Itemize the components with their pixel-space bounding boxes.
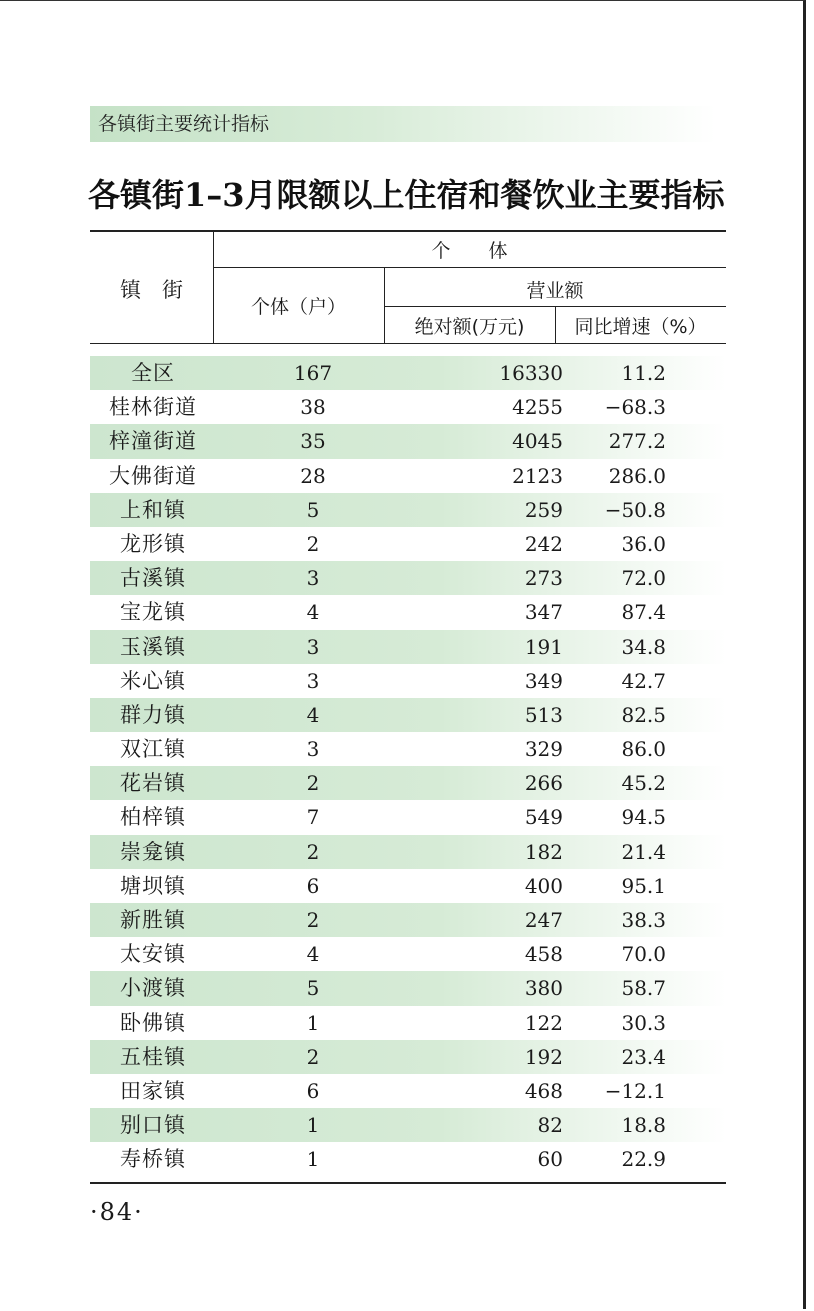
row-households: 7 [306, 805, 320, 830]
table-row [90, 356, 726, 390]
table-row [90, 766, 726, 800]
table-bottom-rule [90, 1182, 726, 1184]
row-absolute: 273 [524, 566, 563, 591]
row-town-name: 龙形镇 [120, 531, 186, 556]
row-town-name: 双江镇 [120, 737, 186, 762]
row-yoy: 38.3 [621, 908, 666, 932]
row-yoy: 30.3 [621, 1010, 666, 1035]
row-town-name: 塘坝镇 [120, 873, 186, 898]
table-row [90, 698, 726, 732]
header-individual: 个 体 [431, 240, 508, 262]
row-yoy: 34.8 [621, 634, 666, 659]
row-town-name: 小渡镇 [120, 976, 186, 1001]
row-yoy: 11.2 [621, 361, 666, 385]
header-yoy: 同比增速（%） [574, 316, 707, 338]
row-households: 3 [306, 566, 320, 591]
row-households: 2 [306, 908, 320, 932]
table-body [90, 356, 726, 1177]
row-households: 3 [306, 634, 320, 659]
row-yoy: −50.8 [604, 497, 666, 522]
row-yoy: 95.1 [621, 873, 666, 898]
header-households: 个体（户） [250, 296, 346, 318]
row-town-name: 田家镇 [120, 1078, 186, 1103]
row-absolute: 347 [524, 600, 563, 625]
row-households: 4 [306, 702, 320, 727]
row-households: 5 [306, 497, 320, 522]
table-row [90, 1006, 726, 1040]
row-absolute: 329 [524, 737, 563, 762]
table-row [90, 390, 726, 424]
row-households: 28 [300, 463, 326, 488]
table-row [90, 459, 726, 493]
table-row [90, 1074, 726, 1108]
row-absolute: 266 [524, 771, 563, 796]
table-row [90, 835, 726, 869]
row-absolute: 380 [524, 976, 563, 1001]
row-absolute: 349 [524, 668, 563, 693]
row-yoy: 86.0 [621, 737, 666, 762]
table-row [90, 971, 726, 1005]
table-row [90, 732, 726, 766]
page-title: 各镇街1–3月限额以上住宿和餐饮业主要指标 [88, 176, 725, 214]
row-yoy: 286.0 [608, 463, 666, 488]
row-yoy: 45.2 [621, 771, 666, 796]
header-bottom-rule [90, 343, 726, 344]
header-town: 镇 街 [120, 278, 183, 302]
row-absolute: 192 [524, 1044, 563, 1069]
table-row [90, 630, 726, 664]
row-absolute: 191 [524, 634, 563, 659]
row-households: 1 [306, 1147, 320, 1172]
row-town-name: 群力镇 [120, 702, 186, 727]
row-absolute: 60 [537, 1147, 563, 1172]
row-town-name: 卧佛镇 [120, 1010, 186, 1035]
row-town-name: 全区 [131, 361, 175, 385]
row-households: 35 [300, 429, 326, 454]
row-households: 2 [306, 839, 320, 864]
row-yoy: 70.0 [621, 942, 666, 967]
row-households: 6 [306, 873, 320, 898]
row-yoy: 82.5 [621, 702, 666, 727]
row-town-name: 大佛街道 [109, 463, 197, 488]
table-row [90, 561, 726, 595]
table-row [90, 903, 726, 937]
row-households: 4 [306, 942, 320, 967]
row-yoy: 72.0 [621, 566, 666, 591]
row-town-name: 米心镇 [120, 668, 186, 693]
table-row [90, 800, 726, 834]
row-households: 3 [306, 668, 320, 693]
row-absolute: 400 [524, 873, 563, 898]
row-town-name: 新胜镇 [120, 908, 186, 932]
row-households: 5 [306, 976, 320, 1001]
table-header [90, 230, 726, 344]
row-absolute: 247 [524, 908, 563, 932]
table-row [90, 493, 726, 527]
row-yoy: 18.8 [621, 1113, 666, 1138]
header-revenue: 营业额 [526, 280, 584, 302]
row-households: 3 [306, 737, 320, 762]
row-town-name: 宝龙镇 [120, 600, 186, 625]
table-row [90, 595, 726, 629]
row-absolute: 4255 [512, 395, 563, 420]
row-town-name: 玉溪镇 [120, 634, 186, 659]
row-households: 6 [306, 1078, 320, 1103]
row-absolute: 242 [524, 531, 563, 556]
row-absolute: 182 [524, 839, 563, 864]
row-absolute: 549 [524, 805, 563, 830]
row-town-name: 柏梓镇 [120, 805, 186, 830]
row-households: 2 [306, 771, 320, 796]
table-row [90, 1040, 726, 1074]
row-absolute: 458 [524, 942, 563, 967]
row-households: 2 [306, 531, 320, 556]
row-absolute: 4045 [512, 429, 563, 454]
row-town-name: 崇龛镇 [120, 839, 186, 864]
row-households: 1 [306, 1113, 320, 1138]
row-households: 38 [300, 395, 326, 420]
table-row [90, 664, 726, 698]
row-absolute: 513 [524, 702, 563, 727]
row-absolute: 2123 [512, 463, 563, 488]
row-yoy: 94.5 [621, 805, 666, 830]
row-households: 4 [306, 600, 320, 625]
table-row [90, 937, 726, 971]
row-households: 167 [293, 361, 333, 385]
row-absolute: 82 [537, 1113, 563, 1138]
row-town-name: 古溪镇 [120, 566, 186, 591]
table-row [90, 424, 726, 458]
row-yoy: 22.9 [621, 1147, 666, 1172]
table-row [90, 869, 726, 903]
row-yoy: 23.4 [621, 1044, 666, 1069]
table-row [90, 1108, 726, 1142]
header-absolute: 绝对额(万元) [414, 316, 525, 338]
row-town-name: 上和镇 [120, 497, 186, 522]
row-yoy: 87.4 [621, 600, 666, 625]
row-households: 1 [306, 1010, 320, 1035]
row-absolute: 468 [524, 1078, 563, 1103]
header-top-rule [90, 230, 726, 232]
row-town-name: 花岩镇 [120, 771, 186, 796]
row-absolute: 16330 [499, 361, 563, 385]
row-yoy: −12.1 [604, 1078, 666, 1103]
row-yoy: 42.7 [621, 668, 666, 693]
row-town-name: 寿桥镇 [120, 1147, 186, 1172]
row-yoy: 36.0 [621, 531, 666, 556]
header-rule-1 [213, 267, 726, 268]
section-banner: 各镇街主要统计指标 [90, 106, 716, 142]
row-yoy: 58.7 [621, 976, 666, 1001]
row-absolute: 259 [524, 497, 563, 522]
table-row [90, 1142, 726, 1176]
row-town-name: 梓潼街道 [109, 429, 197, 454]
row-town-name: 桂林街道 [109, 395, 197, 420]
table-row [90, 527, 726, 561]
row-town-name: 五桂镇 [120, 1044, 186, 1069]
row-yoy: 21.4 [621, 839, 666, 864]
row-absolute: 122 [524, 1010, 563, 1035]
row-town-name: 太安镇 [120, 942, 186, 967]
row-yoy: 277.2 [608, 429, 666, 454]
row-yoy: −68.3 [604, 395, 666, 420]
row-town-name: 别口镇 [120, 1113, 186, 1138]
row-households: 2 [306, 1044, 320, 1069]
page-number: ·84· [90, 1198, 144, 1226]
